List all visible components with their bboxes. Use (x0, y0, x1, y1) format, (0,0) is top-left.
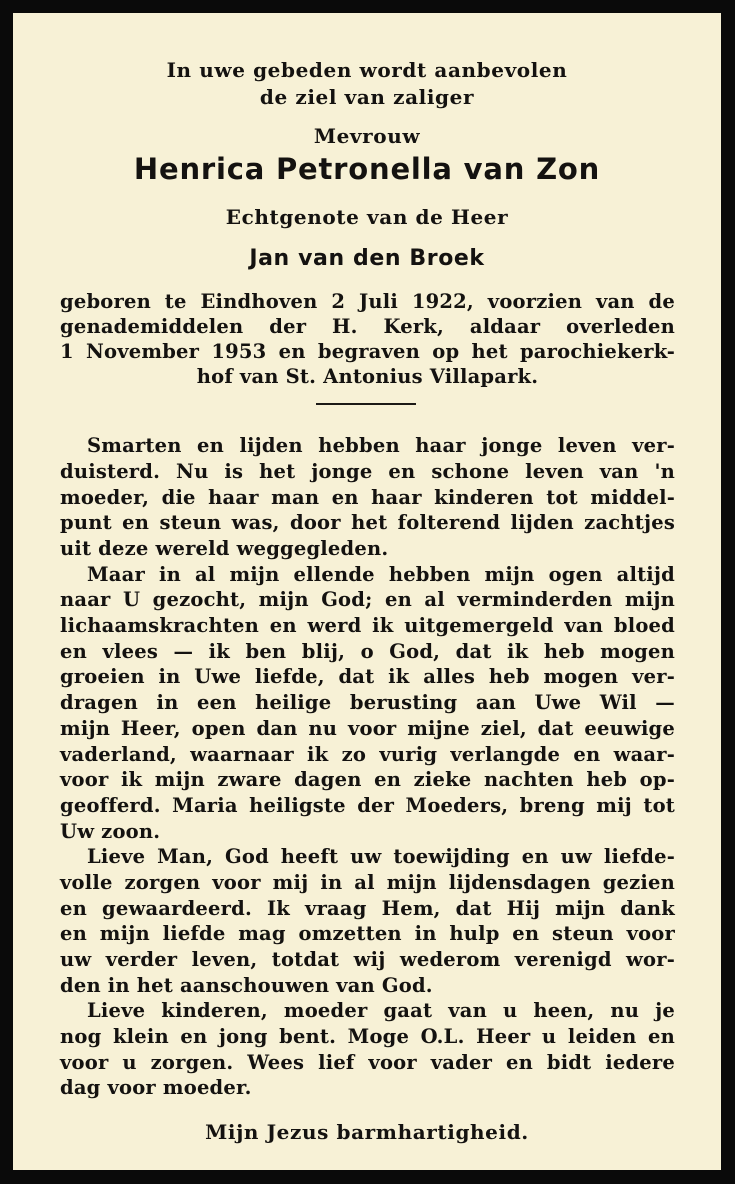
text-line: nog klein en jong bent. Moge O.L. Heer u leiden en (60, 1025, 675, 1048)
divider (316, 403, 416, 405)
text-line: den in het aanschouwen van God. (60, 974, 433, 997)
memorial-card (13, 13, 721, 1170)
text-line: groeien in Uwe liefde, dat ik alles heb mogen ver- (60, 665, 675, 688)
bio-line: geboren te Eindhoven 2 Juli 1922, voorzien van de (60, 290, 675, 313)
text-line: duisterd. Nu is het jonge en schone leven van 'n (60, 460, 675, 483)
text-line: Maar in al mijn ellende hebben mijn ogen altijd (87, 563, 675, 586)
honorific-title: Mevrouw (313, 124, 421, 148)
text-line: voor u zorgen. Wees lief voor vader en bidt iedere (60, 1051, 675, 1074)
text-line: voor ik mijn zware dagen en zieke nachten heb op- (60, 768, 675, 791)
bio-line: genademiddelen der H. Kerk, aldaar overleden (60, 315, 675, 338)
bio-line: hof van St. Antonius Villapark. (196, 365, 539, 388)
bio-line: 1 November 1953 en begraven op het parochiekerk- (60, 340, 675, 363)
text-line: dragen in een heilige berusting aan Uwe Wil — (60, 691, 675, 714)
text-line: vaderland, waarnaar ik zo vurig verlangde en waar- (60, 743, 675, 766)
spouse-label: Echtgenote van de Heer (225, 205, 509, 229)
text-line: Lieve kinderen, moeder gaat van u heen, nu je (87, 999, 675, 1022)
text-line: moeder, die haar man en haar kinderen tot middel- (60, 486, 675, 509)
deceased-name: Henrica Petronella van Zon (133, 152, 601, 186)
intro-line-1: In uwe gebeden wordt aanbevolen (166, 58, 568, 82)
text-line: geofferd. Maria heiligste der Moeders, breng mij tot (60, 794, 675, 817)
text-line: en mijn liefde mag omzetten in hulp en steun voor (60, 922, 675, 945)
text-line: Smarten en lijden hebben haar jonge leven ver- (87, 434, 675, 457)
closing-prayer: Mijn Jezus barmhartigheid. (205, 1120, 529, 1144)
text-line: Lieve Man, God heeft uw toewijding en uw liefde- (87, 845, 675, 868)
text-line: en gewaardeerd. Ik vraag Hem, dat Hij mijn dank (60, 897, 675, 920)
text-line: naar U gezocht, mijn God; en al verminderden mijn (60, 588, 675, 611)
text-line: dag voor moeder. (60, 1076, 252, 1099)
text-line: uit deze wereld weggegleden. (60, 537, 389, 560)
text-line: punt en steun was, door het folterend lijden zachtjes (60, 511, 675, 534)
text-line: Uw zoon. (60, 820, 161, 843)
text-line: lichaamskrachten en werd ik uitgemergeld van bloed (60, 614, 675, 637)
intro-line-2: de ziel van zaliger (259, 85, 475, 109)
text-line: uw verder leven, totdat wij wederom verenigd wor- (60, 948, 675, 971)
text-line: mijn Heer, open dan nu voor mijne ziel, dat eeuwige (60, 717, 675, 740)
text-line: en vlees — ik ben blij, o God, dat ik heb mogen (60, 640, 675, 663)
text-line: volle zorgen voor mij in al mijn lijdensdagen gezien (60, 871, 675, 894)
spouse-name: Jan van den Broek (249, 246, 485, 271)
